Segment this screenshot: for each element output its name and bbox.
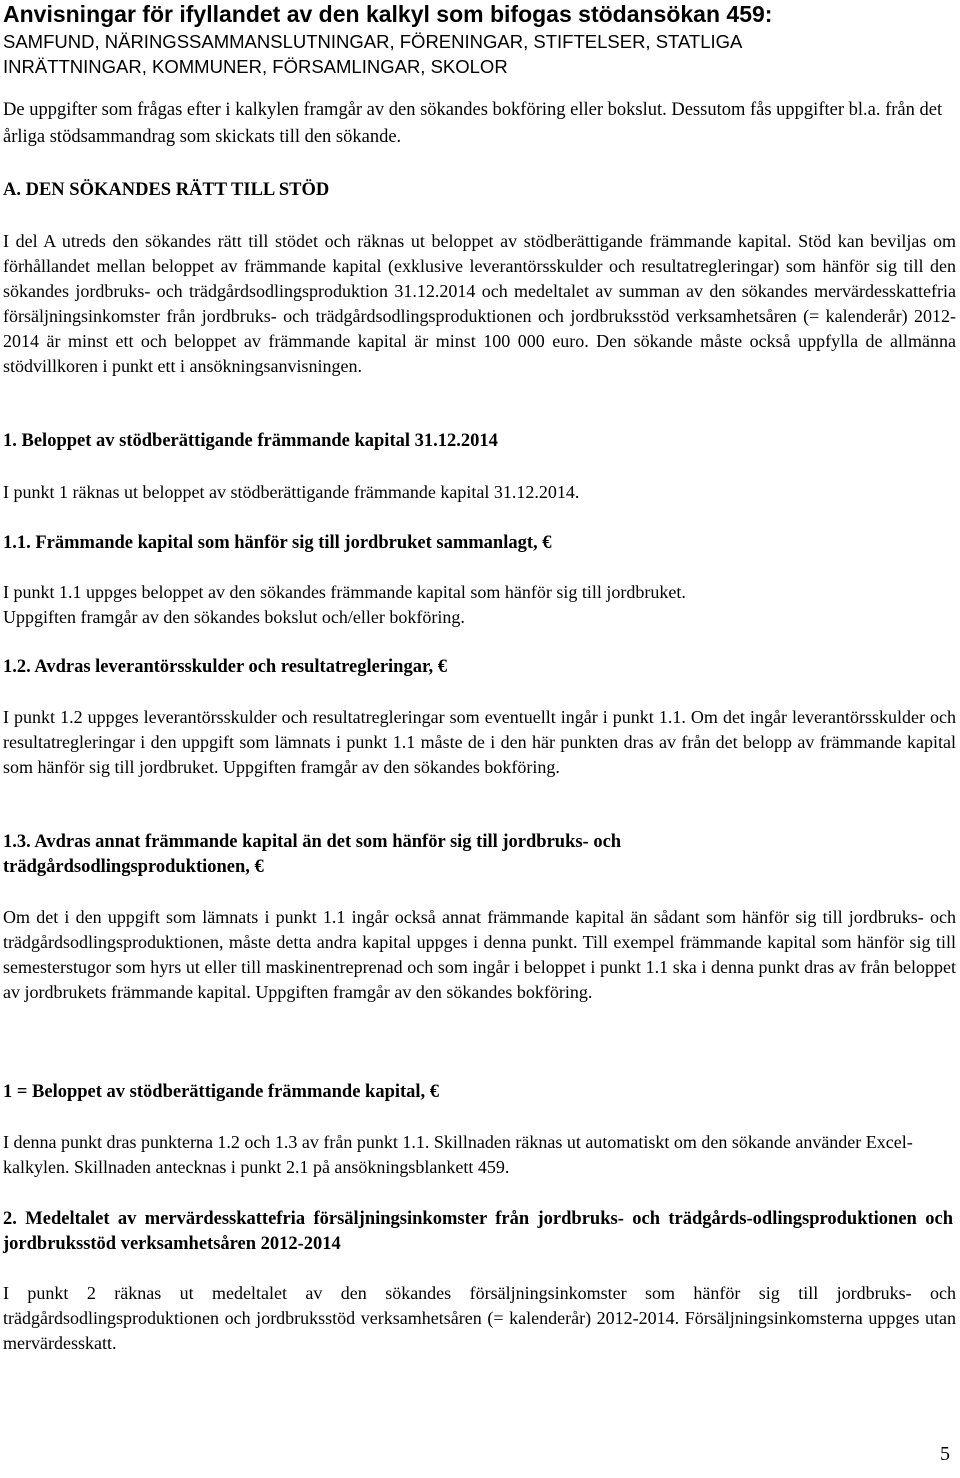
subtitle-line-2: INRÄTTNINGAR, KOMMUNER, FÖRSAMLINGAR, SKOLOR (3, 56, 508, 77)
item-1-heading: 1. Beloppet av stödberättigande främmande kapital 31.12.2014 (3, 431, 498, 451)
item-total-heading: 1 = Beloppet av stödberättigande främmande kapital, € (3, 1082, 440, 1102)
item-1-3-body: Om det i den uppgift som lämnats i punkt 1.1 ingår också annat främmande kapital än sådant som hänför sig till jordbruks- och trädgårdsodlingsproduktionen, måste detta andra kapital uppges i denna punkt. Till exempel främmande kapital som hänför sig till semesterstugor som hyrs ut eller till maskinentreprenad och som ingår i beloppet i punkt 1.1 ska i denna punkt dras av från beloppet av jordbrukets främmande kapital. Uppgiften framgår av den sökandes bokföring. (3, 907, 956, 1002)
item-2-body: I punkt 2 räknas ut medeltalet av den sökandes försäljningsinkomster som hänför sig till jordbruks- och trädgårdsodlingsproduktionen och jordbruksstöd verksamhetsåren (= kalenderår) 2012-2014. Försäljningsinkomsterna uppges utan mervärdesskatt. (3, 1283, 956, 1353)
subtitle-line-1: SAMFUND, NÄRINGSSAMMANSLUTNINGAR, FÖRENINGAR, STIFTELSER, STATLIGA (3, 31, 743, 52)
document-subtitle (3, 29, 953, 79)
item-total-body: I denna punkt dras punkterna 1.2 och 1.3 av från punkt 1.1. Skillnaden räknas ut automatiskt om den sökande använder Excel-kalkylen. Skillnaden antecknas i punkt 2.1 på ansökningsblankett 459. (3, 1132, 913, 1177)
page-number: 5 (940, 1443, 950, 1465)
item-1-3-heading-line-1: 1.3. Avdras annat främmande kapital än det som hänför sig till jordbruks- och (3, 832, 622, 852)
item-1-1-body-line-1: I punkt 1.1 uppges beloppet av den sökandes främmande kapital som hänför sig till jordbruket. (3, 582, 686, 602)
item-2-heading: 2. Medeltalet av mervärdesskattefria försäljningsinkomster från jordbruks- och trädgårds-odlingsproduktionen och jordbruksstöd verksamhetsåren 2012-2014 (3, 1209, 953, 1254)
section-a-heading: A. DEN SÖKANDES RÄTT TILL STÖD (3, 180, 330, 200)
section-a-body: I del A utreds den sökandes rätt till stödet och räknas ut beloppet av stödberättigande främmande kapital. Stöd kan beviljas om förhållandet mellan beloppet av främmande kapital (exklusive leverantörsskulder och resultatregleringar) som hänför sig till den sökandes jordbruks- och trädgårdsodlingsproduktion 31.12.2014 och medeltalet av summan av den sökandes mervärdesskattefria försäljningsinkomster från jordbruks- och trädgårdsodlingsproduktionen och jordbruksstöd verksamhetsåren (= kalenderår) 2012-2014 är minst ett och beloppet av främmande kapital är minst 100 000 euro. Den sökande måste också uppfylla de allmänna stödvillkoren i punkt ett i ansökningsanvisningen. (3, 231, 956, 376)
document-title: Anvisningar för ifyllandet av den kalkyl som bifogas stödansökan 459: (3, 1, 773, 27)
item-1-2-heading: 1.2. Avdras leverantörsskulder och resultatregleringar, € (3, 657, 447, 677)
item-1-2-body: I punkt 1.2 uppges leverantörsskulder och resultatregleringar som eventuellt ingår i punkt 1.1. Om det ingår leverantörsskulder och resultatregleringar i den uppgift som lämnats i punkt 1.1 måste de i den här punkten dras av från det belopp av främmande kapital som hänför sig till jordbruket. Uppgiften framgår av den sökandes bokföring. (3, 707, 956, 777)
item-1-1-body-line-2: Uppgiften framgår av den sökandes bokslut och/eller bokföring. (3, 607, 465, 627)
item-1-3-heading (3, 830, 953, 880)
item-1-3-heading-line-2: trädgårdsodlingsproduktionen, € (3, 857, 264, 877)
item-1-1-body (3, 580, 956, 630)
item-1-body: I punkt 1 räknas ut beloppet av stödberättigande främmande kapital 31.12.2014. (3, 482, 580, 502)
item-1-1-heading: 1.1. Främmande kapital som hänför sig till jordbruket sammanlagt, € (3, 533, 552, 553)
intro-paragraph: De uppgifter som frågas efter i kalkylen framgår av den sökandes bokföring eller bokslut. Dessutom fås uppgifter bl.a. från det årliga stödsammandrag som skickats till den sökande. (3, 100, 943, 147)
